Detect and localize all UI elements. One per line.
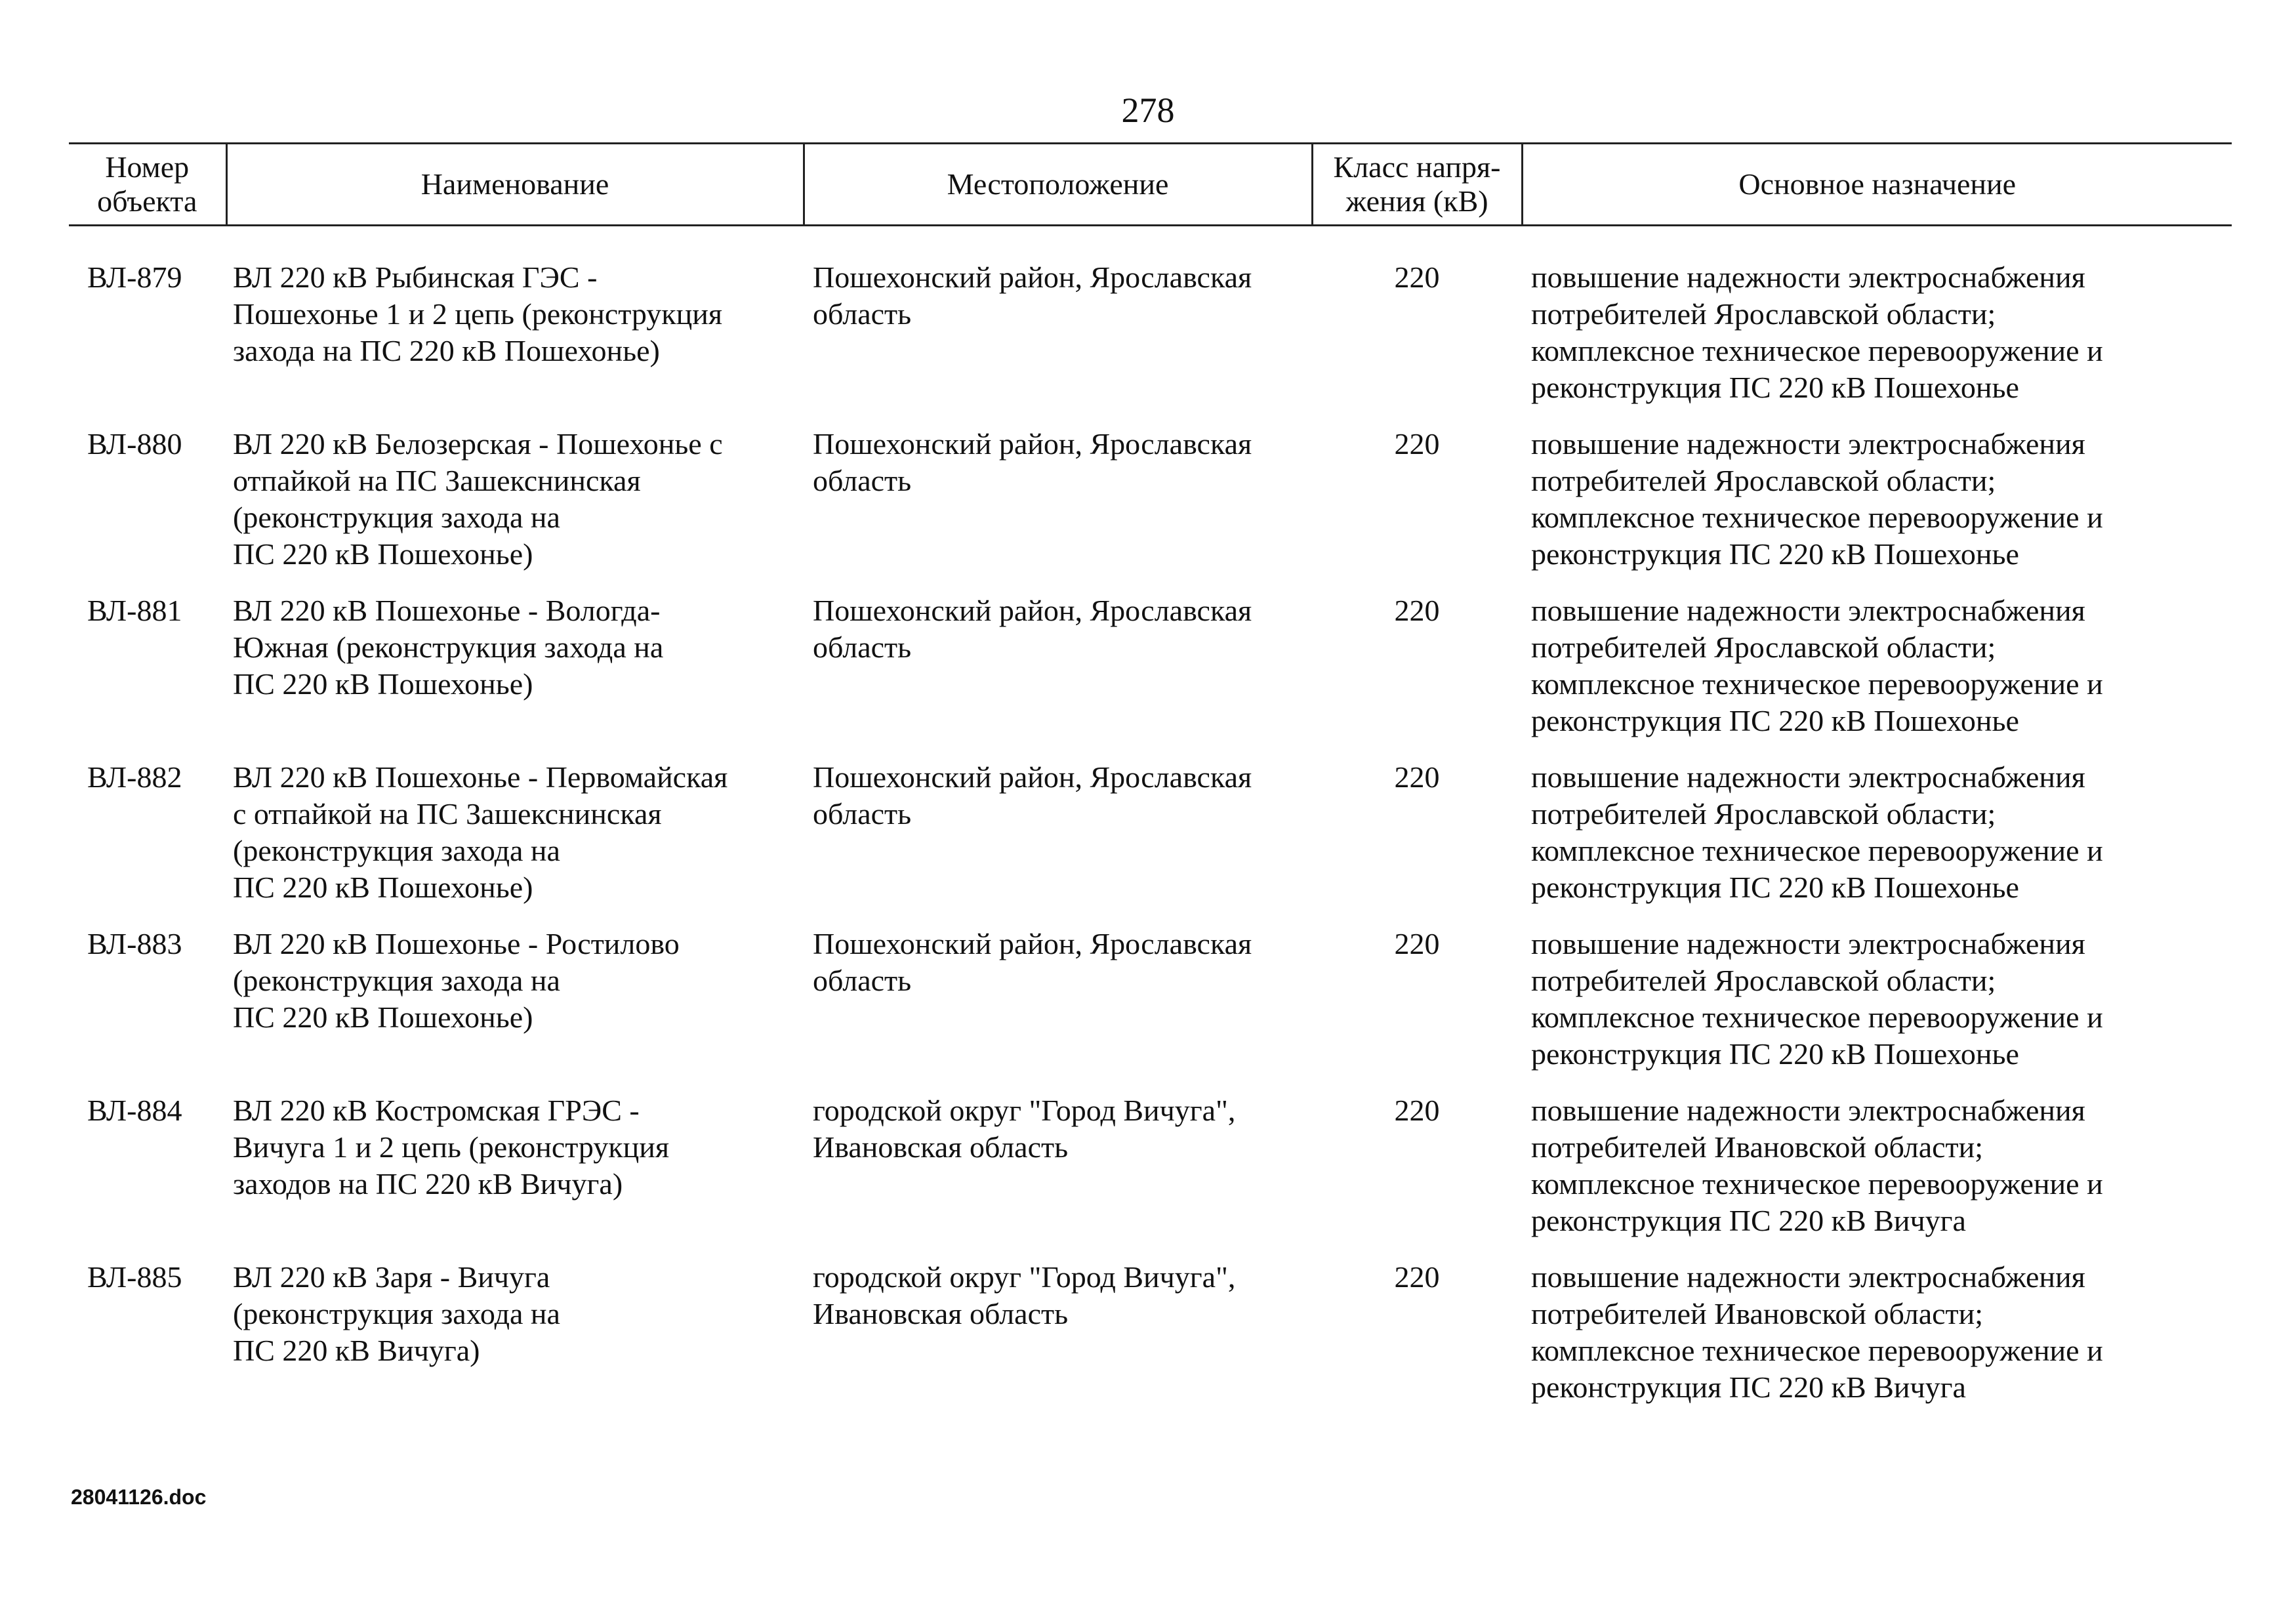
header-row: [69, 144, 2232, 226]
table-row: [69, 592, 2232, 759]
table-row: [69, 759, 2232, 926]
object-location: Пошехонский район, Ярославская область: [813, 594, 1252, 664]
object-location: Пошехонский район, Ярославская область: [813, 927, 1252, 997]
table-row: [69, 926, 2232, 1092]
spacer-cell: [69, 226, 2232, 260]
object-voltage: 220: [1394, 594, 1440, 627]
object-purpose: повышение надежности электроснабжения потребителей Ярославской области; комплексное техническое перевооружение и реконструкция ПС 220 кВ Пошехонье: [1531, 594, 2103, 737]
object-purpose: повышение надежности электроснабжения потребителей Ярославской области; комплексное техническое перевооружение и реконструкция ПС 220 кВ Пошехонье: [1531, 760, 2103, 904]
header-name: Наименование: [226, 144, 804, 226]
table-row: [69, 426, 2232, 592]
header-location: Местоположение: [804, 144, 1312, 226]
object-number: ВЛ-884: [87, 1094, 182, 1127]
object-name: ВЛ 220 кВ Белозерская - Пошехонье с отпайкой на ПС Зашекснинская (реконструкция захода на ПС 220 кВ Пошехонье): [233, 427, 723, 571]
object-number: ВЛ-880: [87, 427, 182, 461]
object-number: ВЛ-881: [87, 594, 182, 627]
object-name: ВЛ 220 кВ Рыбинская ГЭС - Пошехонье 1 и 2 цепь (реконструкция захода на ПС 220 кВ Пошехонье): [233, 260, 723, 367]
table-row: [69, 1092, 2232, 1259]
object-number: ВЛ-879: [87, 260, 182, 294]
object-voltage: 220: [1394, 427, 1440, 461]
object-voltage: 220: [1394, 1260, 1440, 1294]
objects-table: [69, 142, 2232, 1426]
object-voltage: 220: [1394, 260, 1440, 294]
object-purpose: повышение надежности электроснабжения потребителей Ярославской области; комплексное техническое перевооружение и реконструкция ПС 220 кВ Пошехонье: [1531, 927, 2103, 1071]
object-purpose: повышение надежности электроснабжения потребителей Ярославской области; комплексное техническое перевооружение и реконструкция ПС 220 кВ Пошехонье: [1531, 427, 2103, 571]
object-name: ВЛ 220 кВ Пошехонье - Вологда- Южная (реконструкция захода на ПС 220 кВ Пошехонье): [233, 594, 664, 701]
table-header: [69, 144, 2232, 226]
header-number: Номер объекта: [69, 144, 226, 226]
object-location: городской округ "Город Вичуга", Ивановская область: [813, 1260, 1236, 1330]
object-purpose: повышение надежности электроснабжения потребителей Ивановской области; комплексное техническое перевооружение и реконструкция ПС 220 кВ Вичуга: [1531, 1260, 2103, 1404]
object-name: ВЛ 220 кВ Пошехонье - Первомайская с отпайкой на ПС Зашекснинская (реконструкция захода на ПС 220 кВ Пошехонье): [233, 760, 728, 904]
header-voltage: Класс напря- жения (кВ): [1312, 144, 1522, 226]
table-row: [69, 259, 2232, 426]
object-location: городской округ "Город Вичуга", Ивановская область: [813, 1094, 1236, 1164]
table-spacer: [69, 226, 2232, 260]
object-purpose: повышение надежности электроснабжения потребителей Ярославской области; комплексное техническое перевооружение и реконструкция ПС 220 кВ Пошехонье: [1531, 260, 2103, 404]
object-location: Пошехонский район, Ярославская область: [813, 260, 1252, 331]
table-body: [69, 226, 2232, 1426]
object-name: ВЛ 220 кВ Костромская ГРЭС - Вичуга 1 и 2 цепь (реконструкция заходов на ПС 220 кВ Вичуга): [233, 1094, 670, 1201]
footer-file-name: 28041126.doc: [71, 1485, 207, 1509]
object-location: Пошехонский район, Ярославская область: [813, 427, 1252, 497]
object-name: ВЛ 220 кВ Пошехонье - Ростилово (реконструкция захода на ПС 220 кВ Пошехонье): [233, 927, 680, 1034]
object-voltage: 220: [1394, 1094, 1440, 1127]
object-voltage: 220: [1394, 927, 1440, 960]
page-number: 278: [1121, 91, 1175, 130]
object-number: ВЛ-885: [87, 1260, 182, 1294]
table-row: [69, 1259, 2232, 1426]
object-voltage: 220: [1394, 760, 1440, 794]
object-number: ВЛ-883: [87, 927, 182, 960]
object-name: ВЛ 220 кВ Заря - Вичуга (реконструкция захода на ПС 220 кВ Вичуга): [233, 1260, 560, 1367]
object-number: ВЛ-882: [87, 760, 182, 794]
object-location: Пошехонский район, Ярославская область: [813, 760, 1252, 831]
object-purpose: повышение надежности электроснабжения потребителей Ивановской области; комплексное техническое перевооружение и реконструкция ПС 220 кВ Вичуга: [1531, 1094, 2103, 1237]
header-purpose: Основное назначение: [1522, 144, 2232, 226]
